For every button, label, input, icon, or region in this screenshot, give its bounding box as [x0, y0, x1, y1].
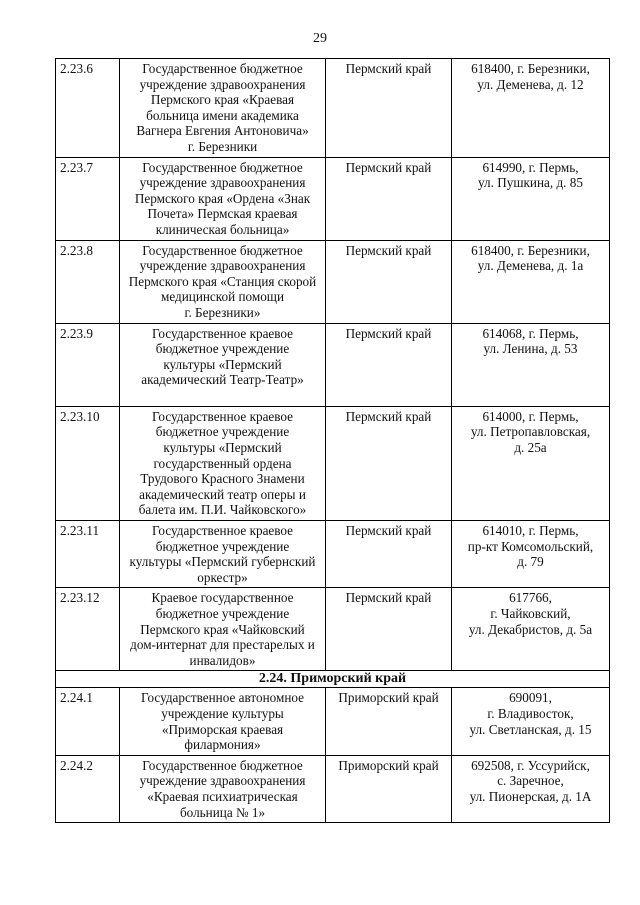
address [452, 755, 610, 822]
row-number: 2.23.11 [56, 521, 120, 588]
name-line: Государственное бюджетное [142, 159, 303, 175]
region: Приморский край [326, 688, 452, 755]
name-line: балета им. П.И. Чайковского» [138, 502, 307, 518]
name-line: Трудового Красного Знамени [140, 471, 305, 487]
region: Пермский край [326, 240, 452, 323]
address-line: ул. Светланская, д. 15 [469, 721, 592, 737]
section-title: 2.24. Приморский край [56, 671, 610, 688]
address [452, 157, 610, 240]
name-line: Пермского края «Станция скорой [128, 273, 317, 289]
address-line: ул. Пушкина, д. 85 [478, 175, 583, 191]
row-number: 2.23.8 [56, 240, 120, 323]
address-line: 614000, г. Пермь, [482, 408, 579, 424]
name-line: учреждение здравоохранения [139, 76, 306, 92]
name-line: бюджетное учреждение [155, 606, 290, 621]
name-line: Краевое государственное [151, 590, 294, 606]
name-line: Пермского края «Чайковский [140, 621, 305, 637]
address-line: 618400, г. Березники, [471, 61, 590, 76]
name-line: Пермского края «Ордена «Знак [134, 190, 311, 206]
name-line: Пермского края «Краевая [150, 92, 295, 108]
institution-name [120, 588, 326, 671]
table-row [56, 521, 610, 588]
institution-name [120, 406, 326, 520]
row-number: 2.24.1 [56, 688, 120, 755]
name-line: Государственное бюджетное [142, 757, 303, 773]
name-line: культуры «Пермский [163, 356, 282, 372]
name-line: Государственное краевое [151, 408, 294, 424]
name-line: г. Березники [187, 138, 258, 154]
table-row [56, 240, 610, 323]
name-line: государственный ордена [153, 455, 292, 471]
address [452, 521, 610, 588]
name-line: «Приморская краевая [161, 721, 284, 737]
name-line: филармония» [184, 737, 261, 753]
name-line: бюджетное учреждение [155, 538, 290, 554]
region: Пермский край [326, 521, 452, 588]
name-line: бюджетное учреждение [155, 341, 290, 357]
row-number: 2.23.10 [56, 406, 120, 520]
address-line: д. 79 [517, 554, 544, 570]
table-row [56, 588, 610, 671]
institution-name [120, 323, 326, 406]
address-line: г. Чайковский, [490, 606, 571, 621]
name-line: Государственное краевое [151, 325, 294, 341]
row-number: 2.23.7 [56, 157, 120, 240]
table-row [56, 59, 610, 158]
name-line: академический Театр-Театр» [141, 372, 304, 388]
address-line: ул. Петропавловская, [470, 424, 591, 440]
page-number: 29 [313, 31, 327, 46]
institution-name [120, 755, 326, 822]
address [452, 59, 610, 158]
address-line: 617766, [509, 590, 552, 606]
address-line: 614990, г. Пермь, [482, 159, 579, 175]
table-row [56, 323, 610, 406]
institution-name [120, 157, 326, 240]
section-header-row [56, 671, 610, 688]
address [452, 323, 610, 406]
address-line: 614010, г. Пермь, [482, 523, 579, 539]
address-line: ул. Пионерская, д. 1А [469, 788, 592, 804]
table-row [56, 406, 610, 520]
address [452, 588, 610, 671]
registry-table [55, 58, 610, 823]
address-line: 614068, г. Пермь, [482, 325, 579, 341]
address-line: 690091, [509, 690, 552, 706]
address-line: д. 25а [514, 440, 547, 456]
address-line: 692508, г. Уссурийск, [471, 757, 590, 773]
name-line: учреждение здравоохранения [139, 175, 306, 191]
institution-name [120, 688, 326, 755]
address [452, 406, 610, 520]
name-line: академический театр оперы и [139, 486, 306, 502]
name-line: Государственное краевое [151, 523, 294, 539]
name-line: оркестр» [197, 569, 248, 585]
name-line: больница имени академика [146, 107, 299, 123]
region: Пермский край [326, 157, 452, 240]
row-number: 2.23.6 [56, 59, 120, 158]
address-line: с. Заречное, [497, 773, 564, 789]
region: Пермский край [326, 59, 452, 158]
registry-body [56, 59, 610, 823]
name-line: культуры «Пермский [163, 440, 282, 456]
row-number: 2.23.12 [56, 588, 120, 671]
name-line: Государственное бюджетное [142, 242, 303, 258]
name-line: Государственное бюджетное [142, 61, 303, 76]
row-number: 2.23.9 [56, 323, 120, 406]
address-line: ул. Деменева, д. 1а [477, 258, 584, 274]
institution-name [120, 59, 326, 158]
region: Пермский край [326, 588, 452, 671]
region: Пермский край [326, 406, 452, 520]
institution-name [120, 240, 326, 323]
address-line: пр-кт Комсомольский, [467, 538, 594, 554]
name-line: учреждение культуры [161, 705, 284, 721]
name-line: учреждение здравоохранения [139, 258, 306, 274]
name-line: г. Березники» [184, 304, 261, 320]
table-row [56, 157, 610, 240]
name-line: клиническая больница» [155, 221, 290, 237]
table-row [56, 755, 610, 822]
name-line: медицинской помощи [160, 289, 285, 305]
address [452, 688, 610, 755]
institution-name [120, 521, 326, 588]
address-line: ул. Деменева, д. 12 [477, 76, 584, 92]
name-line: Почета» Пермская краевая [147, 206, 298, 222]
name-line: учреждение здравоохранения [139, 773, 306, 789]
address-line: г. Владивосток, [487, 705, 574, 721]
address-line: 618400, г. Березники, [471, 242, 590, 258]
name-line: дом-интернат для престарелых и [130, 637, 315, 653]
region: Пермский край [326, 323, 452, 406]
address-line: ул. Декабристов, д. 5а [468, 621, 593, 637]
row-number: 2.24.2 [56, 755, 120, 822]
name-line: бюджетное учреждение [155, 424, 290, 440]
address [452, 240, 610, 323]
table-row [56, 688, 610, 755]
name-line: Вагнера Евгения Антоновича» [136, 123, 309, 139]
name-line: больница № 1» [179, 804, 266, 820]
name-line: инвалидов» [189, 652, 256, 668]
name-line: «Краевая психиатрическая [147, 788, 298, 804]
name-line: культуры «Пермский губернский [129, 554, 316, 570]
name-line: Государственное автономное [141, 690, 304, 706]
region: Приморский край [326, 755, 452, 822]
address-line: ул. Ленина, д. 53 [483, 341, 578, 357]
